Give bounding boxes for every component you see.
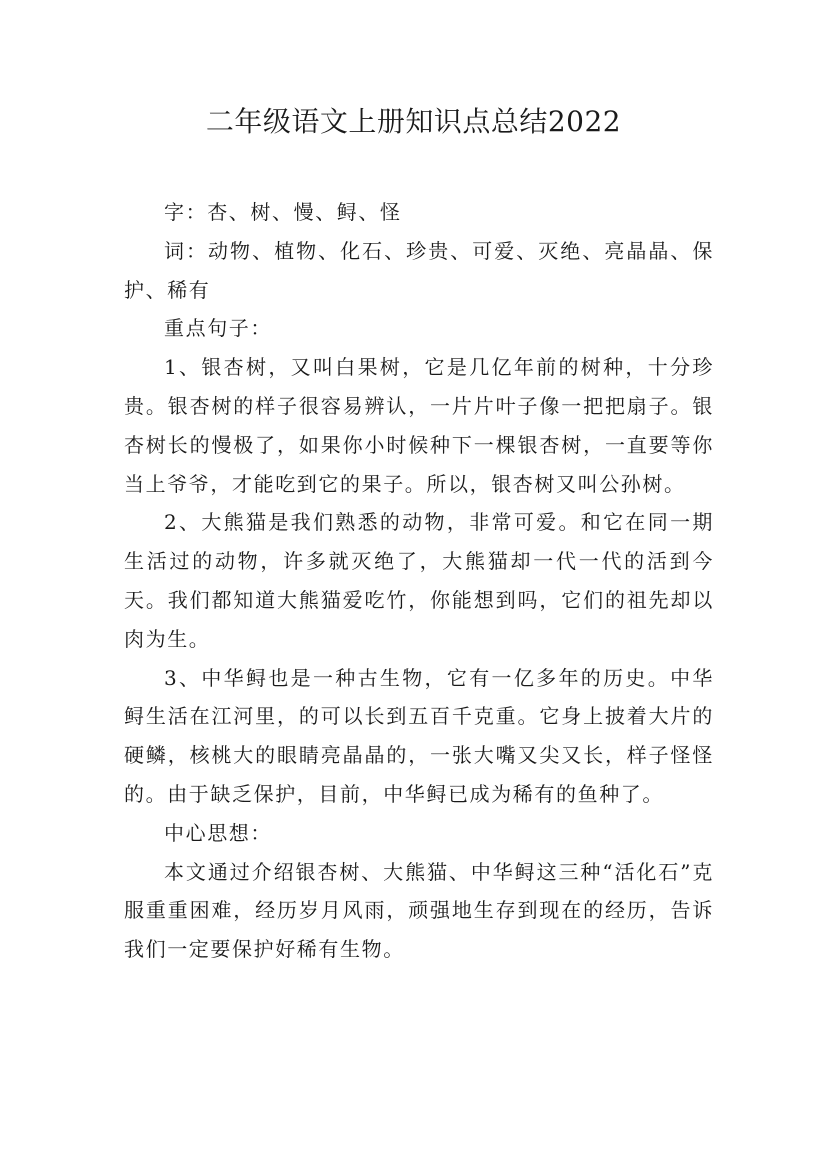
document-title: 二年级语文上册知识点总结2022 <box>205 105 622 138</box>
main-idea-heading: 中心思想： <box>164 820 272 845</box>
main-idea-text: 本文通过介绍银杏树、大熊猫、中华鲟这三种“活化石”克服重重困难，经历岁月风雨，顽强地生存到现在的经历，告诉我们一定要保护好稀有生物。 <box>124 859 714 962</box>
key-sentences-heading: 重点句子： <box>164 316 272 341</box>
vocab-words: 词：动物、植物、化石、珍贵、可爱、灭绝、亮晶晶、保护、稀有 <box>124 238 714 302</box>
key-sentence-2: 2、大熊猫是我们熟悉的动物，非常可爱。和它在同一期生活过的动物，许多就灭绝了，大熊猫却一代一代的活到今天。我们都知道大熊猫爱吃竹，你能想到吗，它们的祖先却以肉为生。 <box>124 510 714 651</box>
vocab-characters: 字：杏、树、慢、鲟、怪 <box>164 200 402 224</box>
key-sentence-3: 3、中华鲟也是一种古生物，它有一亿多年的历史。中华鲟生活在江河里，的可以长到五百千克重。它身上披着大片的硬鳞，核桃大的眼睛亮晶晶的，一张大嘴又尖又长，样子怪怪的。由于缺乏保护，目前，中华鲟已成为稀有的鱼种了。 <box>124 665 714 806</box>
document-body <box>124 193 714 969</box>
key-sentence-1: 1、银杏树，又叫白果树，它是几亿年前的树种，十分珍贵。银杏树的样子很容易辨认，一片片叶子像一把把扇子。银杏树长的慢极了，如果你小时候种下一棵银杏树，一直要等你当上爷爷，才能吃到它的果子。所以，银杏树又叫公孙树。 <box>124 355 714 496</box>
